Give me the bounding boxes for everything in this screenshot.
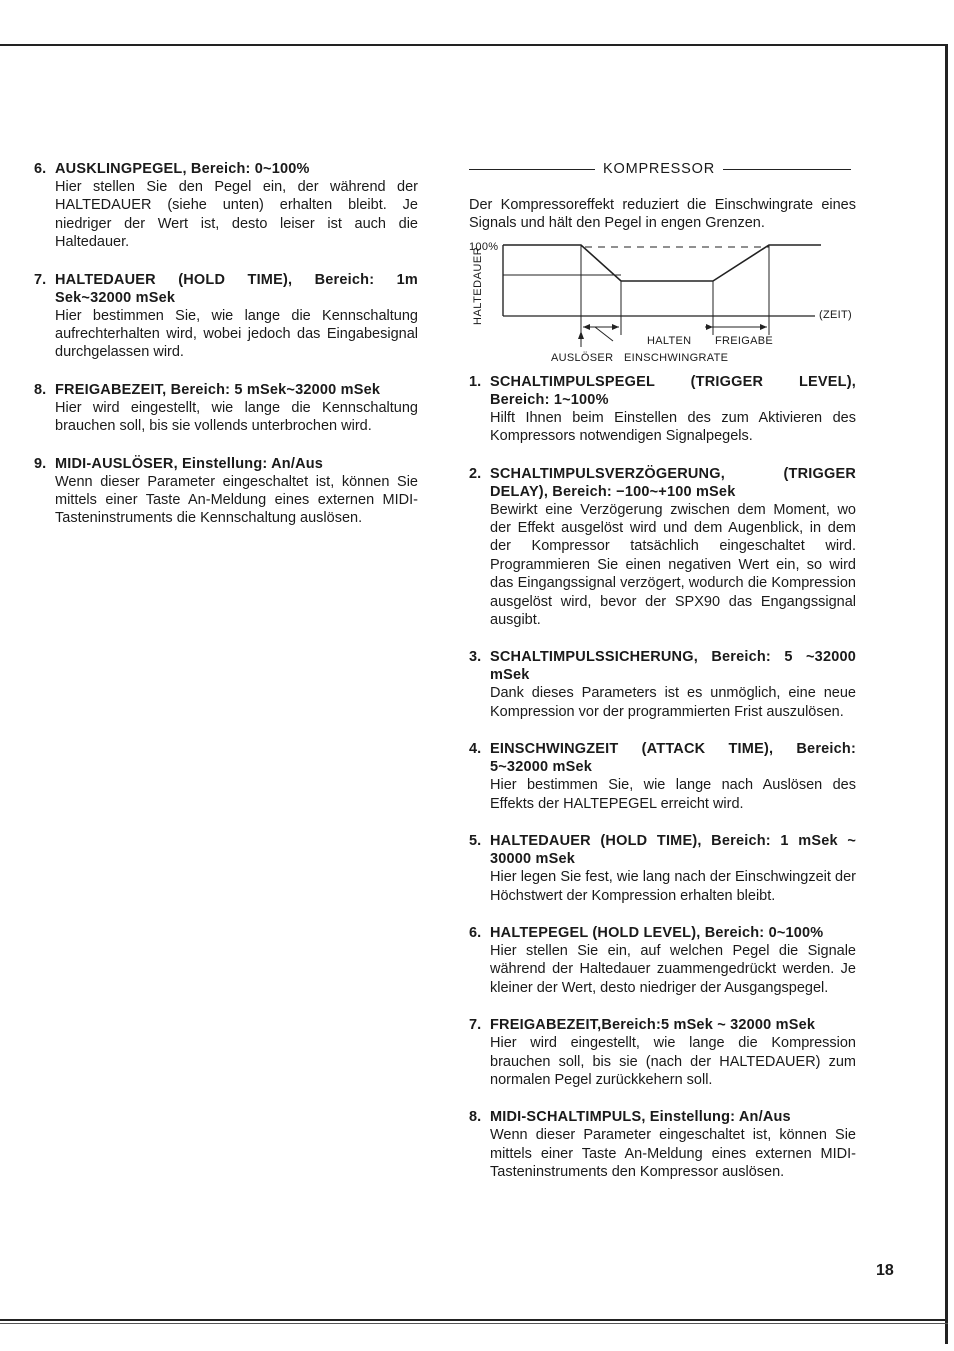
item-number: 2. bbox=[469, 465, 482, 482]
left-column bbox=[34, 160, 418, 547]
item-number: 7. bbox=[469, 1017, 482, 1034]
item-heading: HALTEDAUER (HOLD TIME), Bereich: 1 mSek ~ 30000 mSek bbox=[490, 833, 856, 868]
arrow-head bbox=[706, 324, 713, 330]
item-body: Hier bestimmen Sie, wie lange nach Auslösen des Effekts der HALTEPEGEL erreicht wird. bbox=[490, 777, 856, 812]
item-body: Hier wird eingestellt, wie lange die Kompression brauchen soll, bis sie (nach der HALTEDAUER) zum normalen Pegel zurückkehern soll. bbox=[490, 1035, 856, 1088]
item-number: 3. bbox=[469, 649, 482, 666]
item-heading: FREIGABEZEIT,Bereich:5 mSek ~ 32000 mSek bbox=[490, 1017, 816, 1034]
label-zeit: (ZEIT) bbox=[819, 308, 852, 321]
item-heading: FREIGABEZEIT, Bereich: 5 mSek~32000 mSek bbox=[55, 381, 381, 398]
item-heading: SCHALTIMPULSSICHERUNG, Bereich: 5 ~32000 mSek bbox=[490, 649, 856, 684]
item-body: Hier bestimmen Sie, wie lange die Kennschaltung aufrechterhalten wird, wobei jedoch das Eingabesignal durchgelassen wird. bbox=[55, 307, 418, 361]
label-einschwingrate: EINSCHWINGRATE bbox=[624, 351, 729, 364]
item-heading: MIDI-AUSLÖSER, Einstellung: An/Aus bbox=[55, 455, 324, 472]
rate-pointer bbox=[595, 327, 613, 341]
parameter-item bbox=[469, 740, 856, 813]
heading-rule-right bbox=[723, 169, 851, 170]
item-body: Dank dieses Parameters ist es unmöglich, eine neue Kompression vor der programmierten Frist auszulösen. bbox=[490, 685, 856, 720]
item-body: Wenn dieser Parameter eingeschaltet ist, können Sie mittels einer Taste An-Meldung eines externen MIDI-Tasteninstruments die Kennschaltung auslösen. bbox=[55, 473, 418, 527]
parameter-item bbox=[469, 1108, 856, 1181]
item-body: Wenn dieser Parameter eingeschaltet ist, können Sie mittels einer Taste An-Meldung eines externen MIDI-Tasteninstruments den Kompressor auslösen. bbox=[490, 1127, 856, 1181]
item-number: 9. bbox=[34, 455, 47, 472]
item-number: 6. bbox=[469, 924, 482, 941]
parameter-item bbox=[34, 381, 418, 436]
section-intro: Der Kompressoreffekt reduziert die Einschwingrate eines Signals und hält den Pegel in engen Grenzen. bbox=[469, 197, 856, 232]
bottom-rule bbox=[0, 1319, 948, 1321]
label-haltedauer-vertical: HALTEDAUER bbox=[472, 246, 484, 325]
item-body: Hier legen Sie fest, wie lang nach der Einschwingzeit der Höchstwert der Kompression erhalten bleibt. bbox=[490, 869, 856, 904]
item-heading: MIDI-SCHALTIMPULS, Einstellung: An/Aus bbox=[490, 1109, 791, 1126]
item-number: 7. bbox=[34, 271, 47, 288]
item-number: 5. bbox=[469, 833, 482, 850]
item-number: 1. bbox=[469, 373, 482, 390]
label-freigabe: FREIGABE bbox=[715, 334, 774, 347]
page-number: 18 bbox=[876, 1262, 894, 1279]
item-heading: HALTEDAUER (HOLD TIME), Bereich: 1m Sek~32000 mSek bbox=[55, 271, 418, 306]
section-heading bbox=[469, 160, 856, 178]
item-number: 8. bbox=[469, 1109, 482, 1126]
parameter-item bbox=[469, 832, 856, 905]
parameter-item bbox=[34, 271, 418, 362]
item-number: 4. bbox=[469, 741, 482, 758]
item-body: Hilft Ihnen beim Einstellen des zum Aktivieren des Kompressors notwendigen Signalpegels. bbox=[490, 409, 856, 445]
label-100-percent: 100% bbox=[469, 240, 499, 253]
right-rule bbox=[945, 44, 948, 1344]
arrow-head bbox=[583, 324, 590, 330]
item-heading: SCHALTIMPULSVERZÖGERUNG, (TRIGGER DELAY), Bereich: −100~+100 mSek bbox=[490, 465, 856, 500]
envelope-curve bbox=[503, 245, 821, 281]
label-ausloeser: AUSLÖSER bbox=[551, 351, 614, 364]
item-heading: SCHALTIMPULSPEGEL (TRIGGER LEVEL), Bereich: 1~100% bbox=[490, 373, 856, 408]
arrow-head bbox=[760, 324, 767, 330]
parameter-item bbox=[34, 160, 418, 252]
section-title: KOMPRESSOR bbox=[603, 161, 715, 177]
parameter-item bbox=[34, 455, 418, 528]
parameter-item bbox=[469, 924, 856, 997]
item-body: Hier wird eingestellt, wie lange die Kennschaltung brauchen soll, bis sie vollends unterbrochen wird. bbox=[55, 399, 418, 435]
parameter-item bbox=[469, 1016, 856, 1089]
top-rule bbox=[0, 44, 948, 46]
heading-rule-left bbox=[469, 169, 595, 170]
item-number: 8. bbox=[34, 381, 47, 398]
parameter-item bbox=[469, 373, 856, 446]
item-heading: HALTEPEGEL (HOLD LEVEL), Bereich: 0~100% bbox=[490, 924, 824, 941]
item-heading: EINSCHWINGZEIT (ATTACK TIME), Bereich: 5~32000 mSek bbox=[490, 741, 856, 776]
item-number: 6. bbox=[34, 161, 47, 177]
label-halten: HALTEN bbox=[647, 334, 692, 347]
parameter-item bbox=[469, 465, 856, 630]
compressor-diagram bbox=[469, 233, 856, 365]
arrow-head bbox=[612, 324, 619, 330]
bottom-rule-thin bbox=[0, 1323, 948, 1324]
item-body: Hier stellen Sie ein, auf welchen Pegel die Signale während der Haltedauer zuammengedrückt werden. Je kleiner der Wert, desto niedriger der Ausgangspegel. bbox=[490, 942, 856, 996]
arrow-head bbox=[578, 331, 584, 339]
item-body: Hier stellen Sie den Pegel ein, der während der HALTEDAUER (siehe unten) erhalten bleibt. Je niedriger der Wert ist, desto leiser ist auch die Haltedauer. bbox=[55, 179, 418, 251]
item-heading: AUSKLINGPEGEL, Bereich: 0~100% bbox=[55, 161, 310, 177]
item-body: Bewirkt eine Verzögerung zwischen dem Moment, wo der Effekt ausgelöst wird und dem Augenblick, in dem der Kompressor tatsächlich eingeschaltet wird. Programmieren Sie einen negativen Wert ein, so wird das Eingangssignal verzögert, wodurch die Kompression ausgelöst wird, bevor der SPX90 das Engangssignal ausgibt. bbox=[490, 501, 856, 629]
parameter-item bbox=[469, 648, 856, 721]
right-column bbox=[469, 160, 856, 1201]
